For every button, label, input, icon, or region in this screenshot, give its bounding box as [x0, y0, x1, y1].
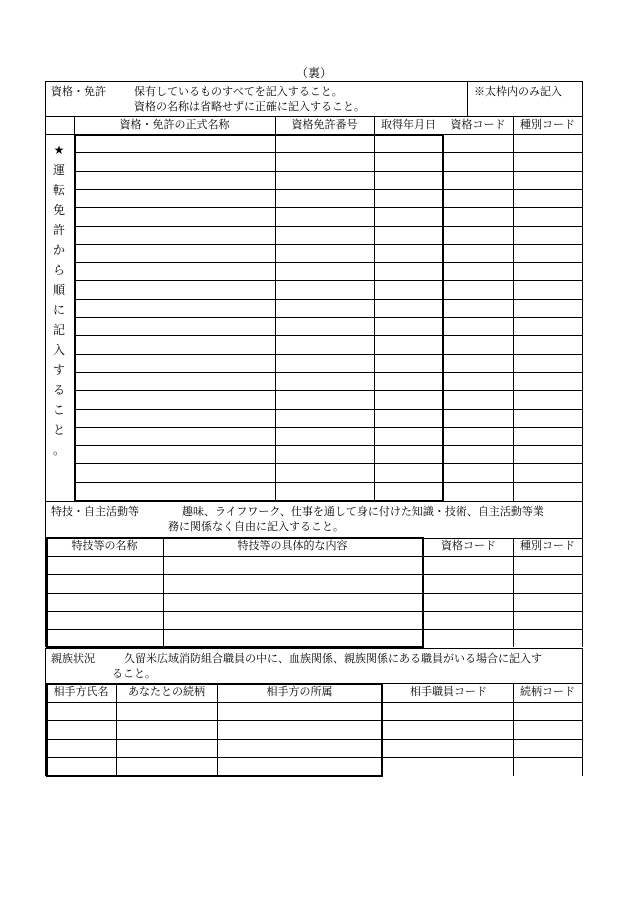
table-row-line: [74, 189, 582, 190]
column-header-skill-detail: 特技等の具体的な内容: [237, 539, 348, 552]
table-row-line: [74, 335, 582, 336]
column-header-qualification-code: 資格コード: [450, 118, 506, 131]
table-row-line: [74, 171, 582, 172]
side-note-char: 記: [52, 323, 65, 337]
side-note-char: ら: [52, 263, 65, 277]
side-note-char: 許: [52, 223, 65, 237]
table-row-line: [45, 739, 582, 740]
skills-instruction-1: 趣味、ライフワーク、仕事を通して身に付けた知識・技術、自主活動等業: [182, 505, 544, 518]
column-header-skill-type-code: 種別コード: [520, 539, 575, 552]
table-row-line: [74, 262, 582, 263]
side-note-vertical: [51, 140, 67, 460]
side-note-char: こ: [52, 403, 65, 417]
side-note-char: と: [52, 423, 65, 437]
qualifications-note: ※太枠内のみ記入: [474, 85, 562, 98]
table-row-line: [45, 720, 582, 721]
table-row-line: [45, 611, 582, 612]
column-header-acquired-date: 取得年月日: [381, 118, 436, 131]
table-row-line: [74, 445, 582, 446]
side-note-char: に: [52, 303, 65, 317]
table-row-line: [74, 463, 582, 464]
relatives-label: 親族状況: [51, 652, 95, 665]
table-row-line: [74, 390, 582, 391]
relatives-instruction-1: 久留米広域消防組合職員の中に、血族関係、親族関係にある職員がいる場合に記入す: [124, 652, 542, 665]
qualifications-label: 資格・免許: [51, 85, 106, 98]
table-row-line: [74, 226, 582, 227]
column-header-relative-employee-code: 相手職員コード: [410, 685, 487, 698]
side-note-char: 免: [52, 203, 65, 217]
table-row-line: [74, 482, 582, 483]
side-note-char: 転: [52, 183, 65, 197]
side-note-char: か: [52, 243, 65, 257]
skills-label: 特技・自主活動等: [51, 505, 139, 518]
column-header-license-number: 資格免許番号: [291, 118, 358, 131]
table-row-line: [74, 207, 582, 208]
table-row-line: [45, 629, 582, 630]
table-row-line: [74, 244, 582, 245]
column-header-relative-name: 相手方氏名: [53, 685, 109, 698]
table-row-line: [74, 152, 582, 153]
side-note-char: る: [52, 383, 65, 397]
column-header-qualification-name: 資格・免許の正式名称: [119, 118, 230, 131]
side-note-char: 順: [52, 283, 65, 297]
qualifications-instruction-2: 資格の名称は省略せずに正確に記入すること。: [134, 100, 365, 113]
table-row-line: [74, 372, 582, 373]
table-row-line: [45, 593, 582, 594]
table-row-line: [74, 317, 582, 318]
relatives-instruction-2: ること。: [112, 667, 156, 680]
table-row-line: [45, 757, 582, 758]
side-note-char: 。: [52, 443, 65, 457]
table-row-line: [74, 354, 582, 355]
skills-instruction-2: 務に関係なく自由に記入すること。: [168, 520, 344, 533]
column-header-relative-department: 相手方の所属: [266, 685, 333, 698]
side-note-char: ★: [53, 143, 65, 157]
table-row-line: [74, 280, 582, 281]
side-note-char: 運: [52, 163, 65, 177]
column-header-relationship-code: 続柄コード: [520, 685, 575, 698]
column-header-skill-name: 特技等の名称: [71, 539, 138, 552]
side-note-char: す: [52, 363, 65, 377]
table-row-line: [45, 702, 582, 703]
side-note-char: 入: [52, 343, 65, 357]
table-row-line: [74, 409, 582, 410]
table-row-line: [74, 299, 582, 300]
column-header-relationship: あなたとの続柄: [128, 685, 205, 698]
table-row-line: [74, 427, 582, 428]
qualifications-instruction-1: 保有しているものすべてを記入すること。: [134, 85, 343, 98]
column-header-type-code: 種別コード: [520, 118, 575, 131]
page-title: （裏）: [296, 66, 333, 80]
table-row-line: [45, 556, 582, 557]
table-row-line: [45, 574, 582, 575]
column-header-skill-qualification-code: 資格コード: [441, 539, 496, 552]
